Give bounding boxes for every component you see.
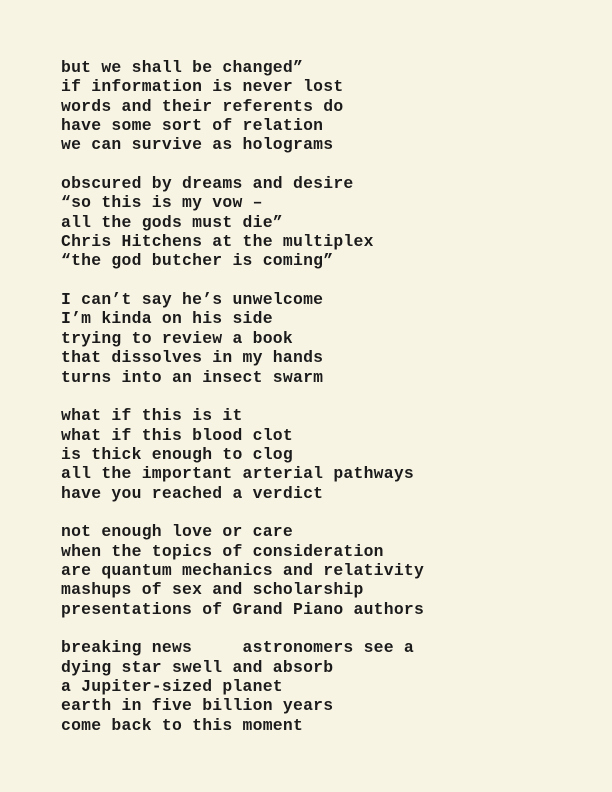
poem-line: all the gods must die”: [61, 212, 283, 232]
stanza-4: [61, 406, 424, 503]
poem-line: mashups of sex and scholarship: [61, 580, 364, 600]
poem-line: if information is never lost: [61, 77, 344, 97]
stanza-5: [61, 522, 424, 619]
poem-line: when the topics of consideration: [61, 541, 384, 561]
poem-line: presentations of Grand Piano authors: [61, 599, 425, 619]
poem-line: Chris Hitchens at the multiplex: [61, 232, 374, 252]
poem-line: a Jupiter-sized planet: [61, 677, 283, 696]
stanza-3: [61, 290, 424, 387]
poem-line: “the god butcher is coming”: [61, 251, 334, 271]
poem-line: all the important arterial pathways: [61, 464, 415, 484]
poem-line: obscured by dreams and desire: [61, 174, 354, 194]
stanza-1: [61, 58, 424, 155]
stanza-2: [61, 174, 424, 271]
poem-line: have some sort of relation: [61, 116, 324, 136]
poem-line: breaking news astronomers see a: [61, 638, 415, 658]
poem-line: I can’t say he’s unwelcome: [61, 290, 324, 310]
poem-line: dying star swell and absorb: [61, 657, 334, 677]
poem-line: “so this is my vow –: [61, 193, 263, 213]
poem-line: not enough love or care: [61, 522, 293, 542]
poem-line: come back to this moment: [61, 715, 304, 735]
poem-line: what if this blood clot: [61, 425, 293, 445]
poem: [61, 58, 424, 735]
poem-line: I’m kinda on his side: [61, 309, 273, 329]
poem-line: turns into an insect swarm: [61, 367, 324, 387]
poem-line: is thick enough to clog: [61, 444, 293, 464]
poem-line: what if this is it: [61, 406, 243, 426]
stanza-6: [61, 638, 424, 735]
poem-line: we can survive as holograms: [61, 135, 334, 155]
poem-line: are quantum mechanics and relativity: [61, 560, 425, 580]
poem-line: trying to review a book: [61, 328, 293, 348]
poem-line: that dissolves in my hands: [61, 348, 324, 368]
poem-line: earth in five billion years: [61, 696, 334, 716]
poem-line: have you reached a verdict: [61, 483, 324, 503]
poem-line: words and their referents do: [61, 96, 344, 116]
poem-line: but we shall be changed”: [61, 58, 304, 77]
